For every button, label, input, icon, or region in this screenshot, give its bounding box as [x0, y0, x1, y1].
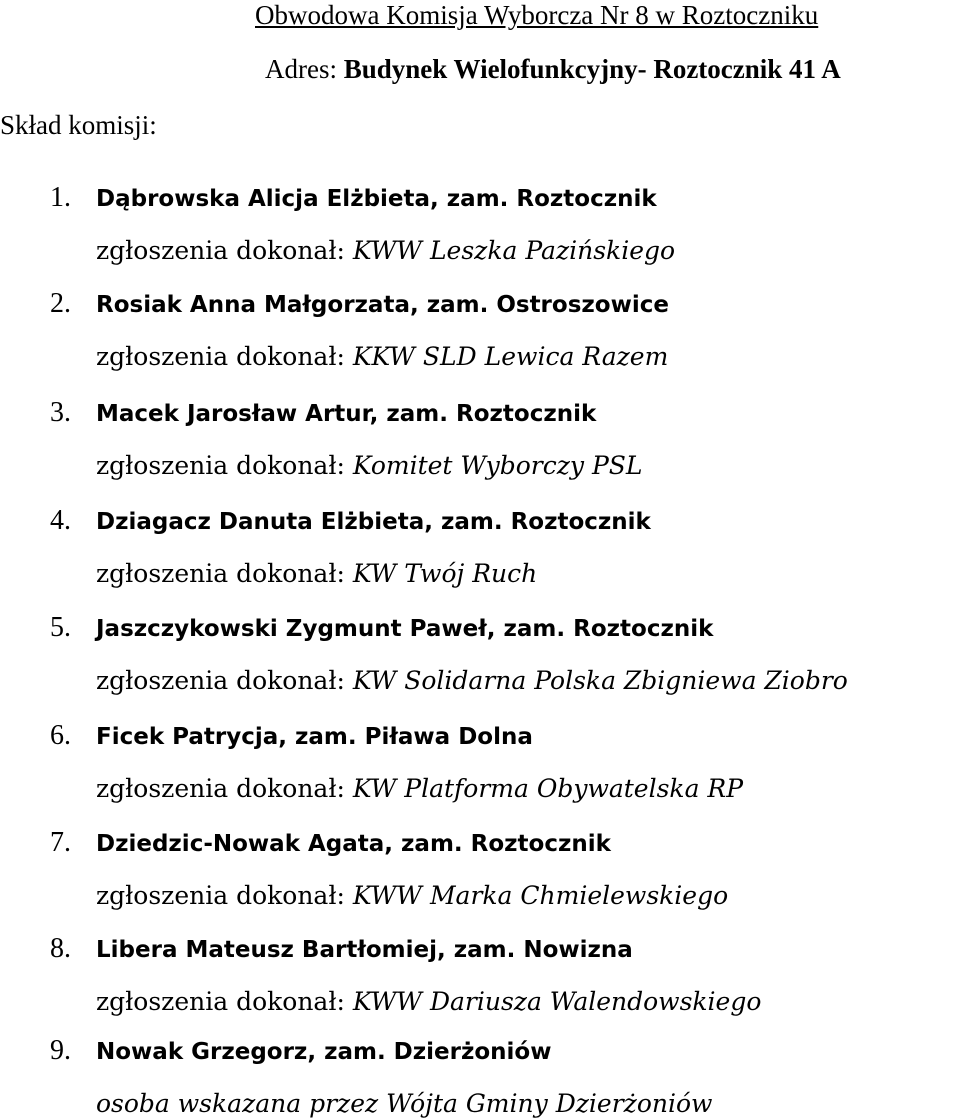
member-number: 2. [50, 288, 71, 319]
nomination-label: zgłoszenia dokonał: [96, 987, 345, 1016]
member-number: 1. [50, 182, 71, 213]
member-name: Dąbrowska Alicja Elżbieta, zam. Roztocznik [96, 186, 657, 212]
member-nomination [96, 559, 537, 589]
nomination-committee: KW Platforma Obywatelska RP [352, 774, 744, 803]
nomination-committee: KWW Leszka Pazińskiego [352, 236, 676, 265]
nomination-committee: Komitet Wyborczy PSL [352, 451, 643, 480]
member-name: Rosiak Anna Małgorzata, zam. Ostroszowice [96, 292, 669, 318]
nomination-label: osoba wskazana przez Wójta Gminy [96, 1089, 548, 1118]
nomination-committee: KW Twój Ruch [352, 559, 538, 588]
member-nomination [96, 881, 728, 911]
nomination-label: zgłoszenia dokonał: [96, 559, 345, 588]
member-nomination [96, 236, 675, 266]
member-nomination [96, 774, 743, 804]
member-name: Jaszczykowski Zygmunt Paweł, zam. Roztocznik [96, 616, 714, 642]
member-number: 5. [50, 612, 71, 643]
nomination-label: zgłoszenia dokonał: [96, 881, 345, 910]
nomination-committee: KWW Dariusza Walendowskiego [352, 987, 762, 1016]
member-nomination [96, 666, 848, 696]
member-number: 3. [50, 397, 71, 428]
nomination-committee: KKW SLD Lewica Razem [352, 342, 669, 371]
member-name: Dziagacz Danuta Elżbieta, zam. Roztocznik [96, 509, 651, 535]
member-name: Ficek Patrycja, zam. Piława Dolna [96, 724, 533, 750]
member-number: 7. [50, 827, 71, 858]
nomination-label: zgłoszenia dokonał: [96, 451, 345, 480]
member-number: 8. [50, 933, 71, 964]
nomination-label: zgłoszenia dokonał: [96, 666, 345, 695]
member-nomination [96, 342, 668, 372]
member-name: Libera Mateusz Bartłomiej, zam. Nowizna [96, 937, 633, 963]
nomination-label: zgłoszenia dokonał: [96, 342, 345, 371]
member-name: Nowak Grzegorz, zam. Dzierżoniów [96, 1039, 552, 1065]
address-value: Budynek Wielofunkcyjny- Roztocznik 41 A [343, 54, 841, 84]
address-label: Adres: [265, 54, 337, 84]
commission-title: Obwodowa Komisja Wyborcza Nr 8 w Roztoczniku [255, 0, 819, 30]
member-nomination [96, 1089, 712, 1119]
composition-label: Skład komisji: [0, 110, 157, 140]
member-nomination [96, 451, 643, 481]
member-number: 9. [50, 1035, 71, 1066]
member-number: 4. [50, 505, 71, 536]
nomination-label: zgłoszenia dokonał: [96, 236, 345, 265]
member-nomination [96, 987, 761, 1017]
nomination-committee: KW Solidarna Polska Zbigniewa Ziobro [352, 666, 848, 695]
nomination-committee: KWW Marka Chmielewskiego [352, 881, 729, 910]
member-number: 6. [50, 720, 71, 751]
member-name: Macek Jarosław Artur, zam. Roztocznik [96, 401, 597, 427]
nomination-committee: Dzierżoniów [555, 1089, 713, 1118]
nomination-label: zgłoszenia dokonał: [96, 774, 345, 803]
member-name: Dziedzic-Nowak Agata, zam. Roztocznik [96, 831, 611, 857]
